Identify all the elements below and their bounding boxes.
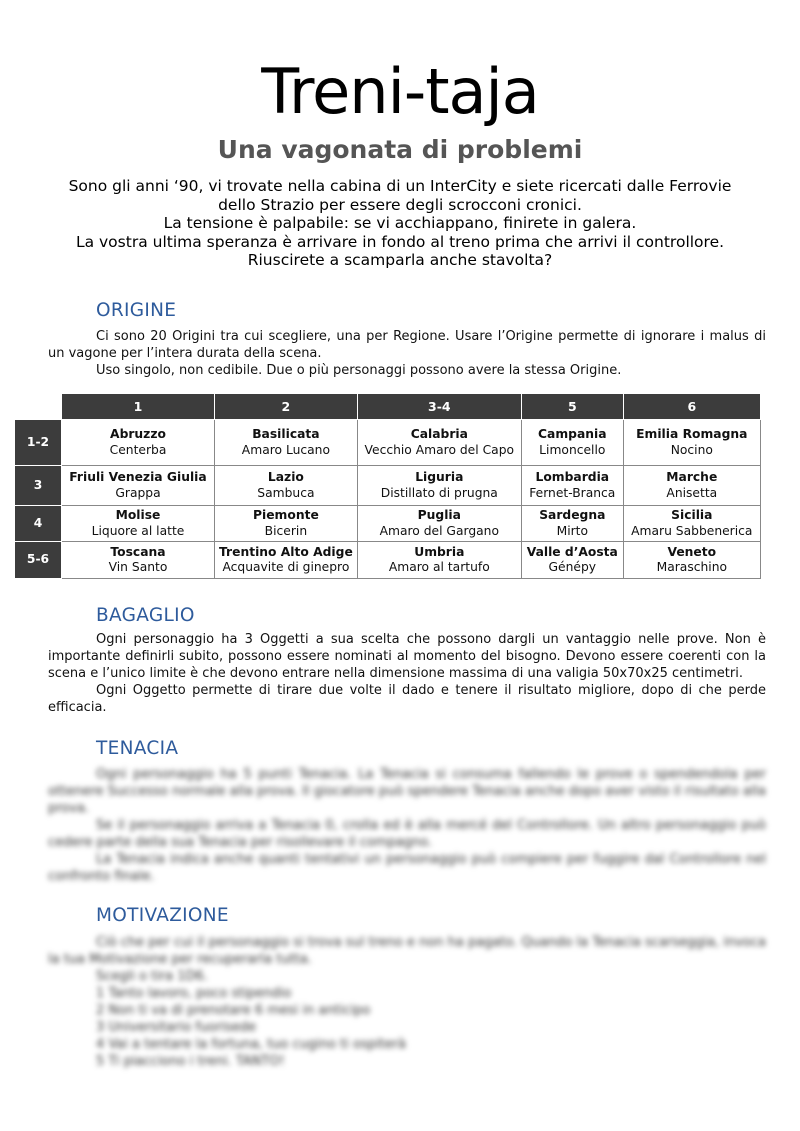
tenacia-paragraph: Se il personaggio arriva a Tenacia 0, crolla ed è alla mercé del Controllore. Un altro personaggio può cedere parte della sua Tenacia per risollevare il compagno. [48,818,766,850]
intro-line: dello Strazio per essere degli scrocconi cronici. [218,195,582,214]
region-name: Campania [538,427,607,441]
table-cell [521,466,623,506]
bagaglio-paragraph: Ogni Oggetto permette di tirare due volte il dado e tenere il risultato migliore, dopo di che perde efficacia. [48,683,766,715]
row-header: 3 [15,466,62,506]
row-header: 4 [15,506,62,542]
table-cell [215,466,358,506]
liquor-name: Fernet-Branca [529,485,616,500]
motivazione-list-item: Scegli o tira 1D6. [96,969,208,984]
liquor-name: Vecchio Amaro del Capo [364,442,515,457]
liquor-name: Vin Santo [108,560,168,574]
motivazione-heading: MOTIVAZIONE [96,905,229,926]
table-cell [357,466,521,506]
table-cell [62,466,215,506]
row-header: 5-6 [15,542,62,579]
motivazione-list-item: 4 Vai a tentare la fortuna, tuo cugino ti ospiterà [96,1037,406,1052]
liquor-name: Distillato di prugna [380,485,498,500]
region-name: Abruzzo [110,427,166,441]
region-name: Emilia Romagna [636,427,748,441]
table-corner [15,394,62,420]
region-name: Veneto [667,544,717,559]
table-cell [521,542,623,579]
table-cell [623,466,760,506]
liquor-name: Sambuca [257,485,315,500]
region-name: Umbria [414,544,465,559]
tenacia-paragraph: Ogni personaggio ha 5 punti Tenacia. La Tenacia si consuma fallendo le prove o spendendola per ottenere Successo normale alla prova. Il giocatore può spendere Tenacia anche dopo aver visto il risultato alla prova. [48,767,766,816]
region-name: Toscana [110,544,166,559]
liquor-name: Génépy [548,560,597,574]
liquor-name: Bicerin [264,523,308,538]
table-cell [215,506,358,542]
column-header: 1 [62,394,215,420]
column-header: 6 [623,394,760,420]
tenacia-paragraph: La Tenacia indica anche quanti tentativi un personaggio può compiere per fuggire dal Controllore nel confronto finale. [48,852,766,884]
motivazione-list-item: 2 Non ti va di prenotare 6 mesi in anticipo [96,1003,371,1018]
liquor-name: Amaro Lucano [241,442,330,457]
intro-line: Riuscirete a scamparla anche stavolta? [247,251,553,270]
motivazione-list-item: 3 Universitario fuorisede [96,1020,257,1035]
region-name: Sicilia [671,508,713,522]
table-cell [623,542,760,579]
table-cell [215,420,358,466]
region-name: Basilicata [252,427,320,441]
region-name: Calabria [410,427,468,441]
origine-paragraph: Ci sono 20 Origini tra cui scegliere, una per Regione. Usare l’Origine permette di ignorare i malus di un vagone per l’intera durata della scena. [48,329,766,361]
table-cell [62,420,215,466]
table-row [15,466,761,506]
table-row [15,506,761,542]
document-subtitle: Una vagonata di problemi [217,135,583,164]
liquor-name: Nocino [670,442,713,457]
liquor-name: Acquavite di ginepro [222,560,350,574]
region-name: Marche [666,470,718,484]
motivazione-list-item: 1 Tanto lavoro, poco stipendio [96,986,292,1001]
table-cell [623,506,760,542]
region-name: Liguria [415,470,464,484]
region-name: Molise [115,508,161,522]
liquor-name: Mirto [556,523,589,538]
liquor-name: Amaru Sabbenerica [631,523,753,538]
table-cell [521,420,623,466]
bagaglio-paragraph: Ogni personaggio ha 3 Oggetti a sua scelta che possono dargli un vantaggio nelle prove. Non è importante definirli subito, possono essere nominati al momento del bisogno. Devono essere coerenti con la scena e l’unico limite è che devono entrare nella dimensione massima di una valigia 50x70x25 centimetri. [48,632,766,681]
intro-text [30,177,770,270]
table-cell [521,506,623,542]
origine-heading: ORIGINE [96,300,177,321]
row-header: 1-2 [15,420,62,466]
liquor-name: Grappa [115,485,161,500]
document-title: Treni-taja [261,55,539,128]
liquor-name: Anisetta [666,485,718,500]
origine-text [48,328,766,379]
liquor-name: Liquore al latte [91,523,185,538]
column-header: 2 [215,394,358,420]
origine-paragraph: Uso singolo, non cedibile. Due o più personaggi possono avere la stessa Origine. [96,363,622,378]
region-name: Lazio [267,470,304,484]
liquor-name: Limoncello [539,442,606,457]
region-name: Lombardia [535,470,610,484]
intro-line: La vostra ultima speranza è arrivare in fondo al treno prima che arrivi il controllore. [75,232,725,251]
motivazione-list-item: 5 Ti piacciono i treni. TANTO! [96,1054,285,1069]
bagaglio-heading: BAGAGLIO [96,605,195,626]
bagaglio-text [48,631,766,716]
intro-line: Sono gli anni ‘90, vi trovate nella cabina di un InterCity e siete ricercati dalle Ferrovie [68,177,732,195]
table-cell [357,542,521,579]
liquor-name: Maraschino [656,560,728,574]
table-cell [357,506,521,542]
table-cell [357,420,521,466]
tenacia-heading: TENACIA [96,738,179,759]
motivazione-text [48,934,766,1070]
table-row [15,420,761,466]
liquor-name: Amaro del Gargano [379,523,499,538]
intro-line: La tensione è palpabile: se vi acchiappano, finirete in galera. [163,214,637,233]
table-cell [215,542,358,579]
table-header-row [15,394,761,420]
table-cell [62,542,215,579]
table-cell [62,506,215,542]
region-name: Valle d’Aosta [526,544,618,559]
motivazione-paragraph: Ciò che per cui il personaggio si trova sul treno e non ha pagato. Quando la Tenacia scarseggia, invoca la tua Motivazione per recuperarla tutta. [48,935,766,967]
table-row [15,542,761,579]
region-name: Friuli Venezia Giulia [69,470,207,484]
column-header: 5 [521,394,623,420]
liquor-name: Amaro al tartufo [388,560,490,574]
origini-table [14,393,761,579]
region-name: Sardegna [539,508,606,522]
column-header: 3-4 [357,394,521,420]
region-name: Puglia [417,508,461,522]
tenacia-text [48,766,766,885]
table-cell [623,420,760,466]
liquor-name: Centerba [109,442,167,457]
region-name: Trentino Alto Adige [219,544,353,559]
region-name: Piemonte [252,508,319,522]
